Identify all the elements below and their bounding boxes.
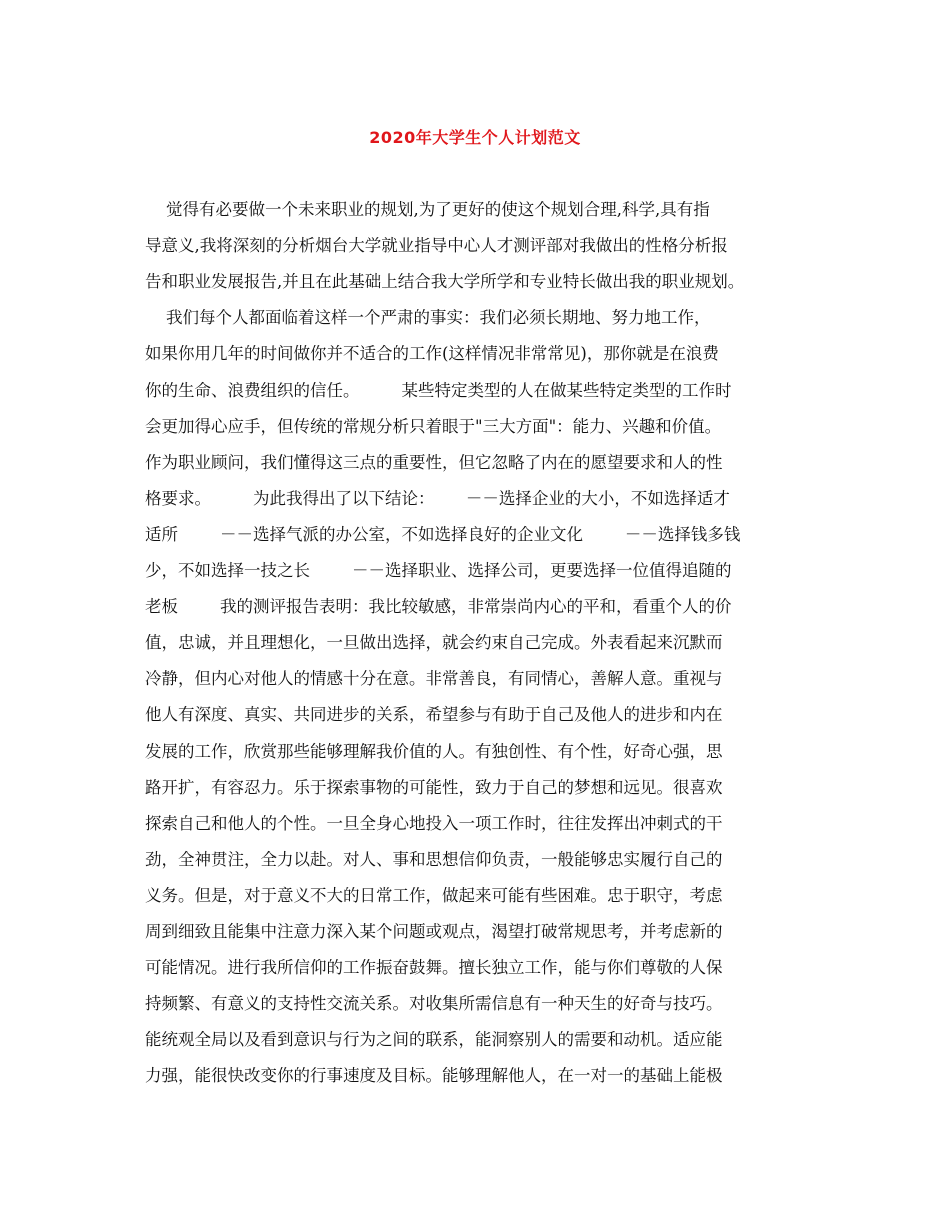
body-line: 冷静，但内心对他人的情感十分在意。非常善良，有同情心，善解人意。重视与 <box>145 669 723 689</box>
body-line: 能统观全局以及看到意识与行为之间的联系，能洞察别人的需要和动机。适应能 <box>145 1030 723 1050</box>
body-line: 发展的工作，欣赏那些能够理解我价值的人。有独创性、有个性，好奇心强，思 <box>145 741 723 761</box>
body-line: 适所 －－选择气派的办公室，不如选择良好的企业文化 －－选择钱多钱 <box>145 524 741 544</box>
body-line: 周到细致且能集中注意力深入某个问题或观点，渴望打破常规思考，并考虑新的 <box>145 922 723 941</box>
body-line: 路开扩，有容忍力。乐于探索事物的可能性，致力于自己的梦想和远见。很喜欢 <box>145 777 723 797</box>
body-line: 劲，全神贯注，全力以赴。对人、事和思想信仰负责，一般能够忠实履行自己的 <box>145 849 723 869</box>
body-line: 可能情况。进行我所信仰的工作振奋鼓舞。擅长独立工作，能与你们尊敬的人保 <box>145 958 723 978</box>
body-line: 导意义,我将深刻的分析烟台大学就业指导中心人才测评部对我做出的性格分析报 <box>145 236 728 256</box>
body-line: 作为职业顾问，我们懂得这三点的重要性，但它忽略了内在的愿望要求和人的性 <box>145 452 723 472</box>
body-line: 力强，能很快改变你的行事速度及目标。能够理解他人，在一对一的基础上能极 <box>145 1066 723 1086</box>
body-line: 值，忠诚，并且理想化，一旦做出选择，就会约束自己完成。外表看起来沉默而 <box>145 633 723 653</box>
body-line: 探索自己和他人的个性。一旦全身心地投入一项工作时，往往发挥出冲刺式的干 <box>145 813 723 833</box>
body-line: 如果你用几年的时间做你并不适合的工作(这样情况非常常见)，那你就是在浪费 <box>145 344 719 364</box>
body-line: 我们每个人都面临着这样一个严肃的事实：我们必须长期地、努力地工作， <box>145 308 711 328</box>
body-line: 觉得有必要做一个未来职业的规划,为了更好的使这个规划合理,科学,具有指 <box>145 200 710 219</box>
body-line: 你的生命、浪费组织的信任。 某些特定类型的人在做某些特定类型的工作时 <box>145 380 732 400</box>
body-line: 义务。但是，对于意义不大的日常工作，做起来可能有些困难。忠于职守，考虑 <box>145 885 723 905</box>
body-line: 老板 我的测评报告表明：我比较敏感，非常崇尚内心的平和，看重个人的价 <box>145 597 732 617</box>
document-title: 2020年大学生个人计划范文 <box>369 128 581 147</box>
body-line: 少，不如选择一技之长 －－选择职业、选择公司，更要选择一位值得追随的 <box>145 561 732 580</box>
body-line: 告和职业发展报告,并且在此基础上结合我大学所学和专业特长做出我的职业规划。 <box>145 272 745 292</box>
body-line: 格要求。 为此我得出了以下结论： －－选择企业的大小，不如选择适才 <box>145 488 730 508</box>
body-line: 持频繁、有意义的支持性交流关系。对收集所需信息有一种天生的好奇与技巧。 <box>145 994 723 1014</box>
body-line: 他人有深度、真实、共同进步的关系，希望参与有助于自己及他人的进步和内在 <box>145 705 723 725</box>
body-line: 会更加得心应手，但传统的常规分析只着眼于"三大方面"：能力、兴趣和价值。 <box>145 416 722 436</box>
